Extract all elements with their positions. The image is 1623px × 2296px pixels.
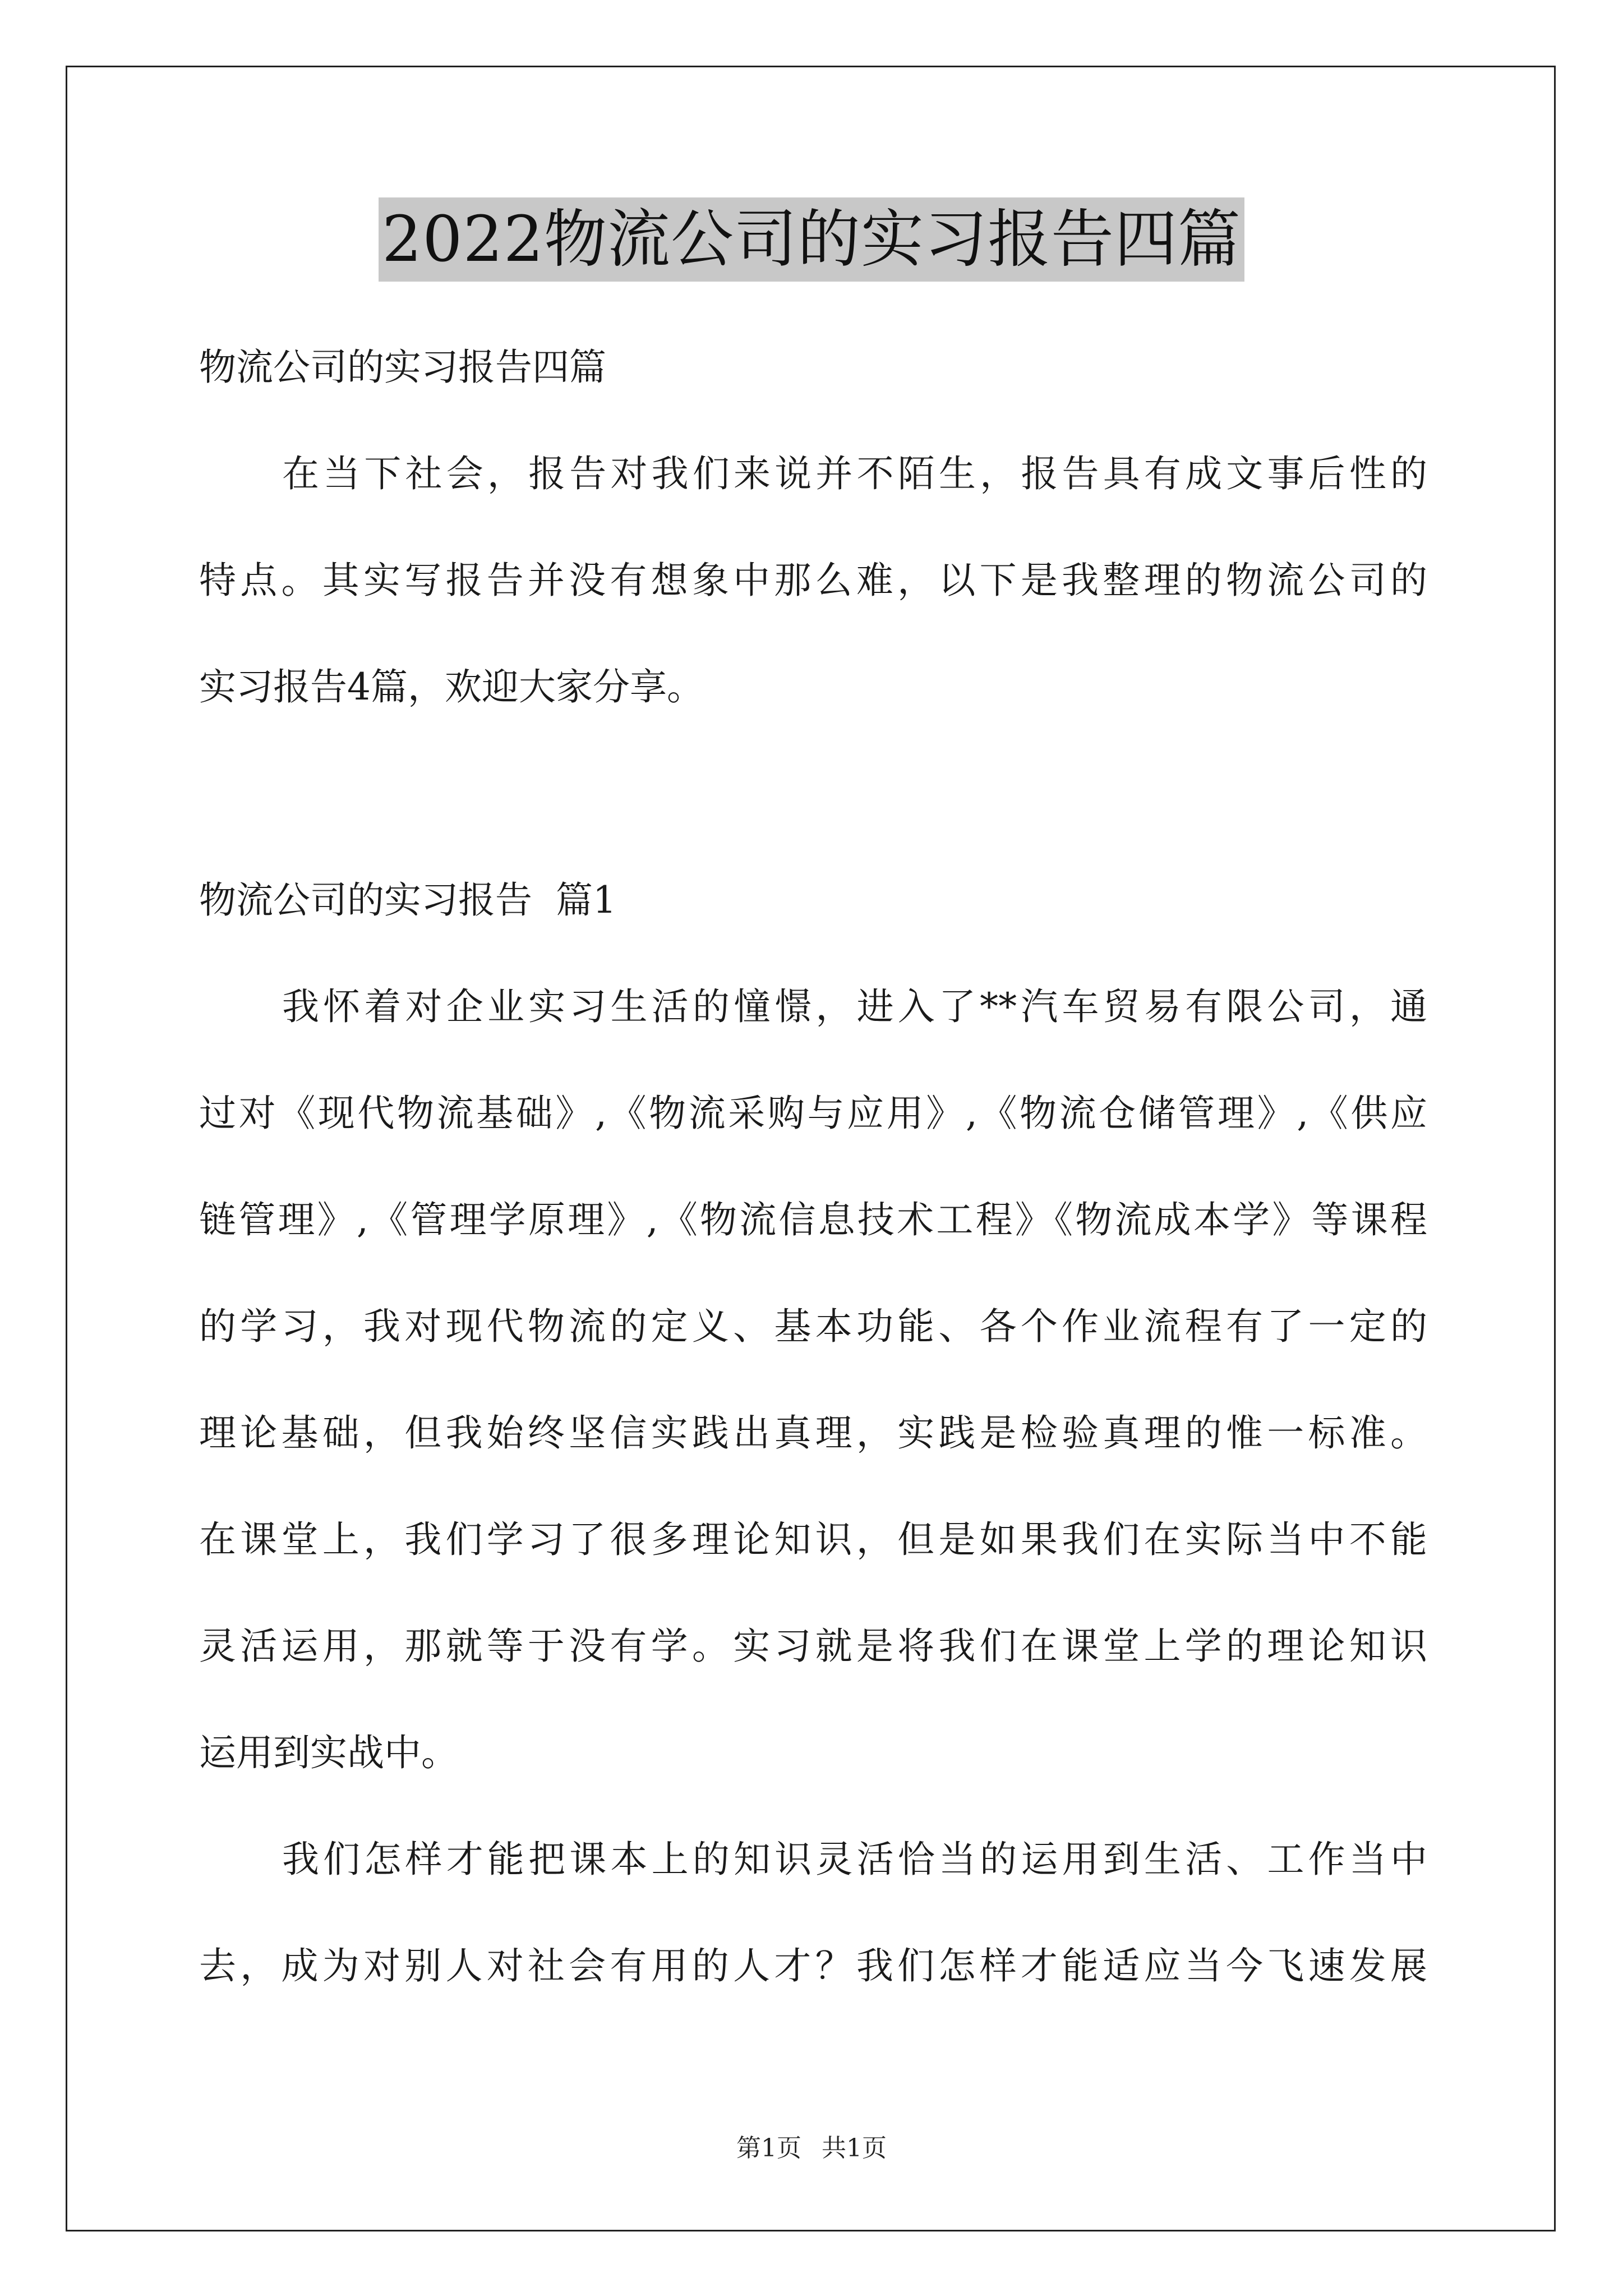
para2-line-2: 去，成为对别人对社会有用的人才？我们怎样才能适应当今飞速发展 — [199, 1944, 1427, 1987]
intro-line-1: 在当下社会，报告对我们来说并不陌生，报告具有成文事后性的 — [282, 452, 1427, 495]
section-heading: 物流公司的实习报告 篇1 — [199, 878, 616, 922]
intro-line-2: 特点。其实写报告并没有想象中那么难，以下是我整理的物流公司的 — [199, 559, 1427, 602]
page-footer — [0, 2132, 1623, 2165]
page-number: 第1页 — [736, 2134, 801, 2162]
para2-line-1: 我们怎样才能把课本上的知识灵活恰当的运用到生活、工作当中 — [282, 1838, 1427, 1881]
document-title: 2022物流公司的实习报告四篇 — [379, 197, 1244, 282]
page-total: 共1页 — [822, 2134, 887, 2162]
para1-line-2: 过对《现代物流基础》,《物流采购与应用》,《物流仓储管理》,《供应 — [199, 1092, 1427, 1135]
para1-line-7: 灵活运用，那就等于没有学。实习就是将我们在课堂上学的理论知识 — [199, 1625, 1427, 1668]
para1-line-1: 我怀着对企业实习生活的憧憬，进入了**汽车贸易有限公司，通 — [282, 985, 1427, 1028]
subtitle: 物流公司的实习报告四篇 — [199, 346, 606, 389]
document-body — [199, 314, 1427, 2019]
para1-line-5: 理论基础，但我始终坚信实践出真理，实践是检验真理的惟一标准。 — [199, 1411, 1427, 1455]
intro-line-3: 实习报告4篇，欢迎大家分享。 — [199, 665, 704, 708]
blank-line — [199, 740, 1427, 847]
para1-line-3: 链管理》,《管理学原理》,《物流信息技术工程》《物流成本学》等课程 — [199, 1198, 1427, 1241]
para1-line-4: 的学习，我对现代物流的定义、基本功能、各个作业流程有了一定的 — [199, 1305, 1427, 1348]
para1-line-6: 在课堂上，我们学习了很多理论知识，但是如果我们在实际当中不能 — [199, 1518, 1427, 1561]
para1-line-8: 运用到实战中。 — [199, 1731, 458, 1774]
title-area — [0, 197, 1623, 282]
